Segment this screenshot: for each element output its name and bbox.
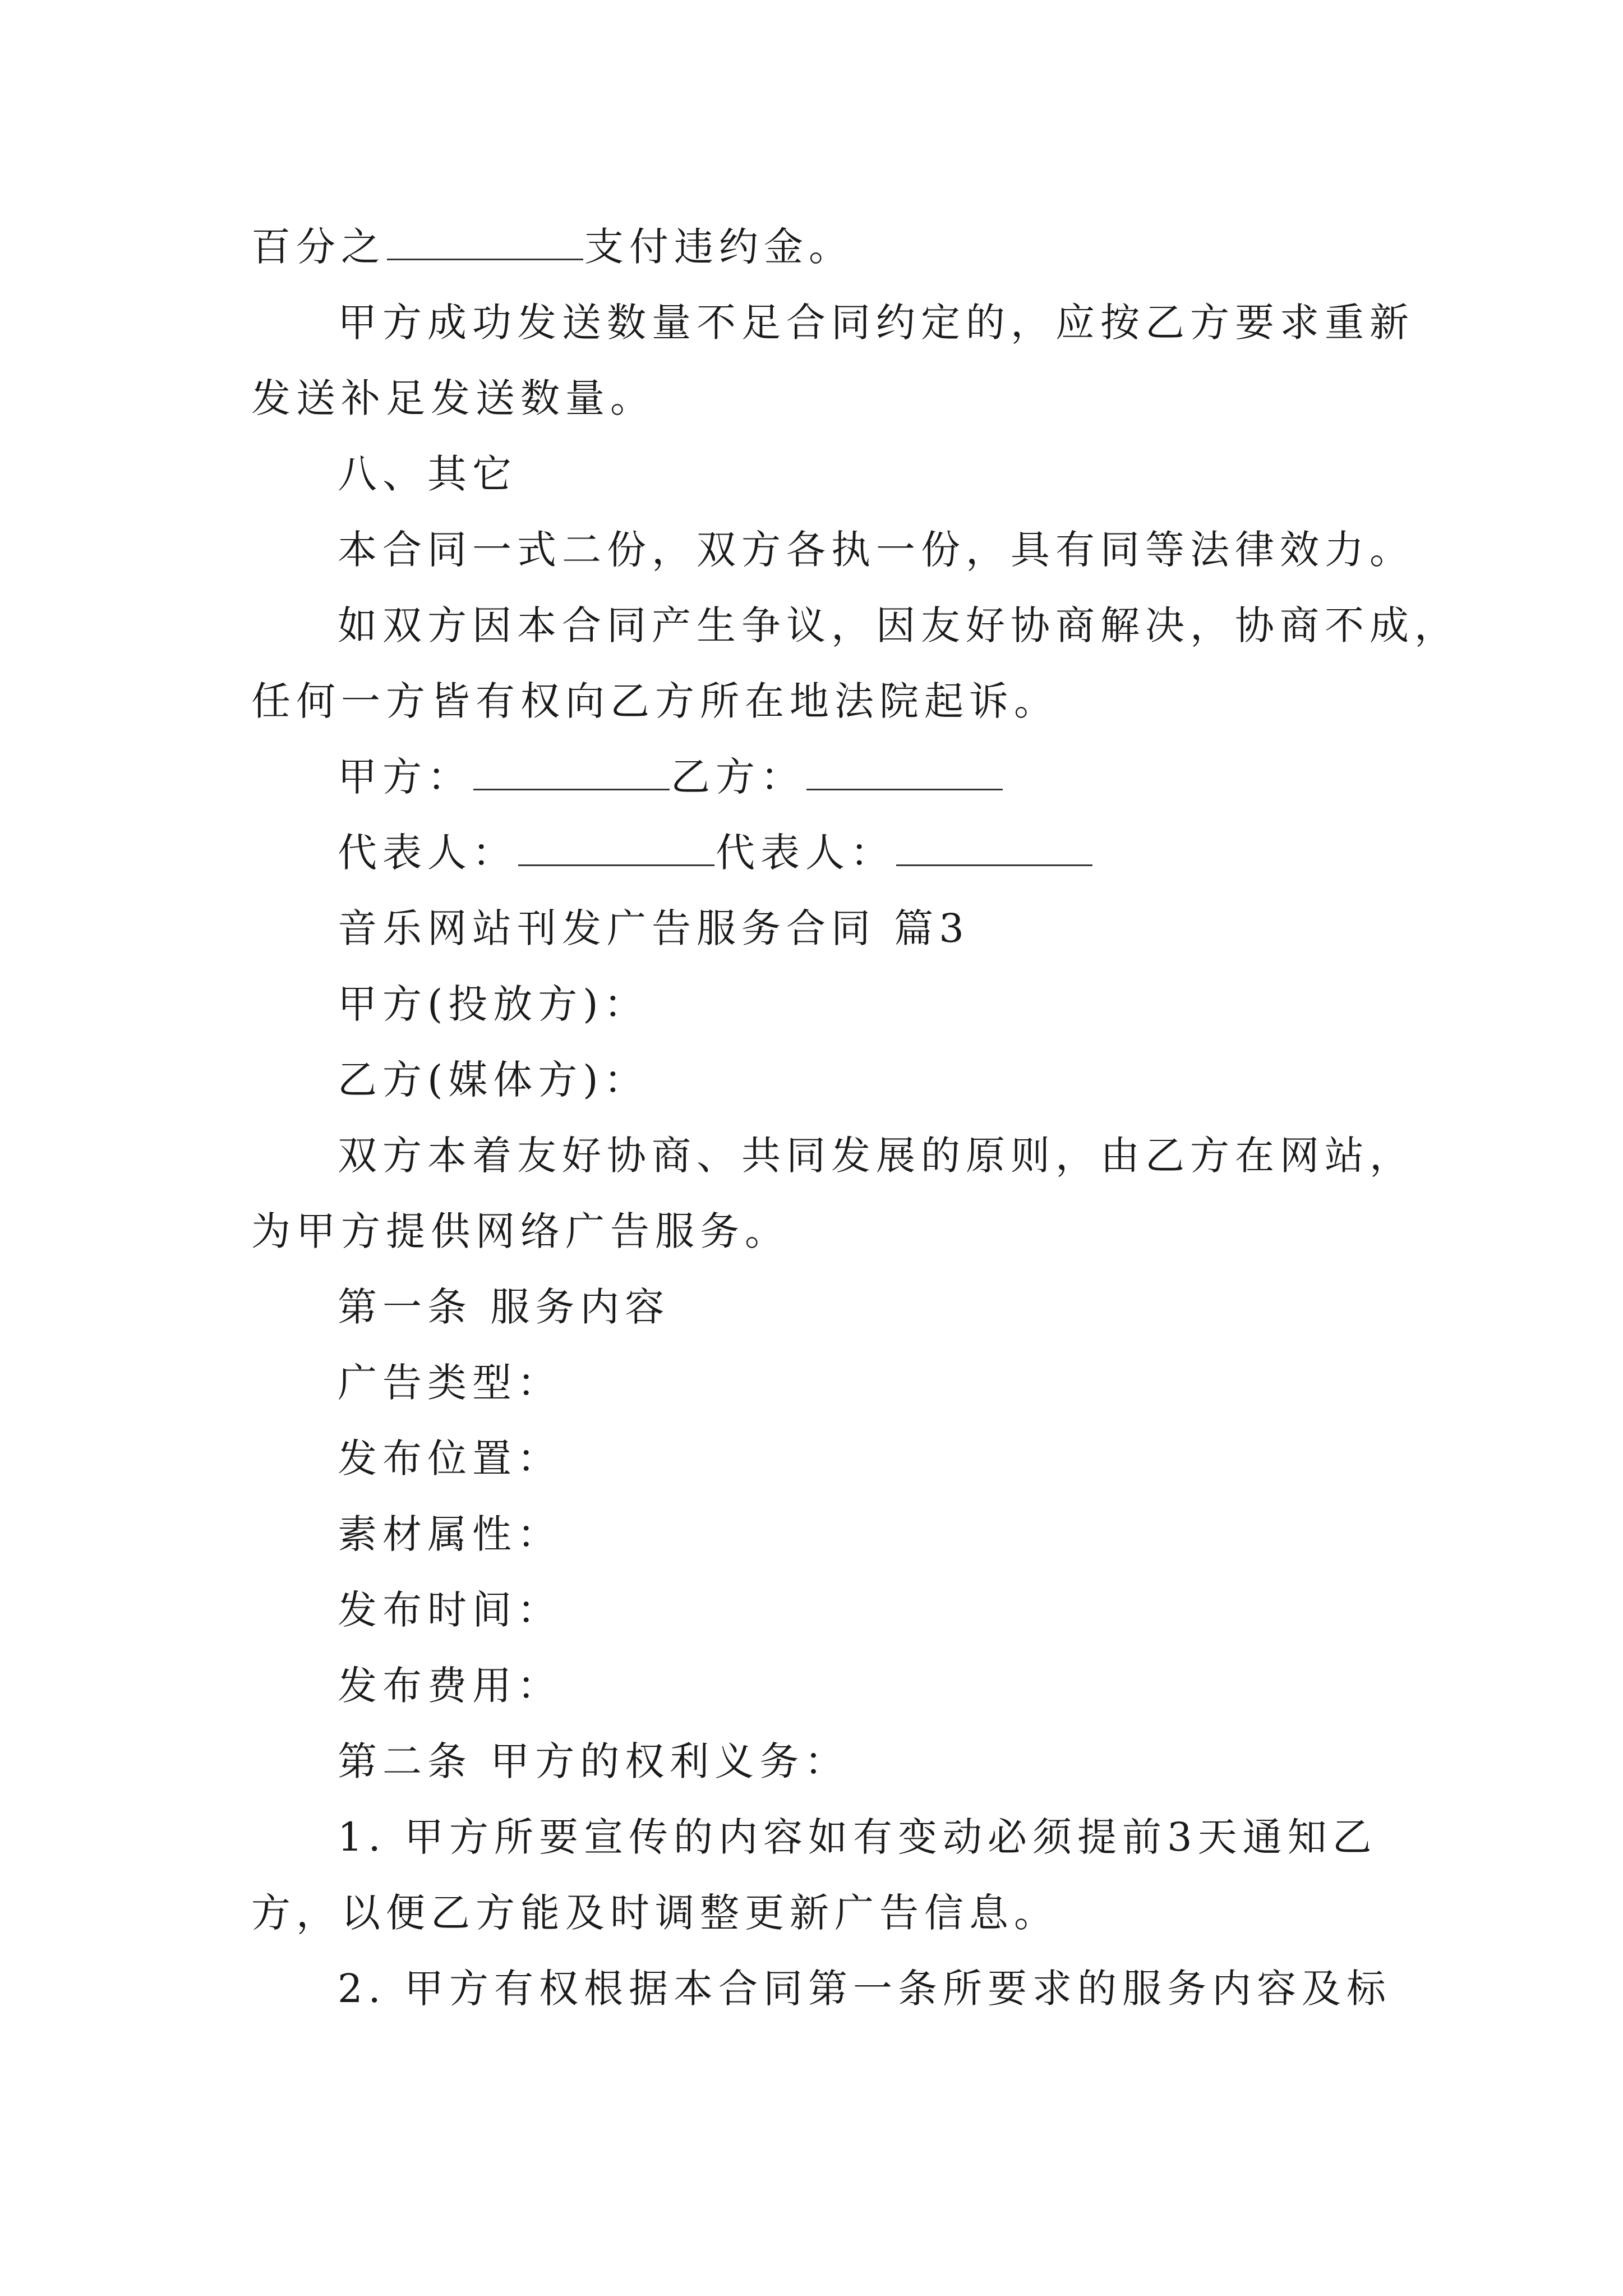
representative-a-label: 代表人： bbox=[338, 830, 517, 876]
list-item-line: 2. 甲方有权根据本合同第一条所要求的服务内容及标 bbox=[338, 1966, 1392, 2012]
party-a-blank bbox=[473, 749, 670, 790]
field-ad-type: 广告类型： bbox=[338, 1360, 562, 1406]
article-heading: 第二条 甲方的权利义务： bbox=[338, 1738, 850, 1784]
fill-in-blank bbox=[387, 219, 583, 260]
contract-title: 音乐网站刊发广告服务合同 篇3 bbox=[338, 905, 970, 951]
paragraph-line: 如双方因本合同产生争议，因友好协商解决，协商不成， bbox=[338, 602, 1459, 648]
field-material: 素材属性： bbox=[338, 1511, 562, 1557]
party-b-label: 乙方： bbox=[671, 754, 805, 800]
field-publish-time: 发布时间： bbox=[338, 1587, 562, 1633]
paragraph-line: 本合同一式二份，双方各执一份，具有同等法律效力。 bbox=[338, 527, 1414, 573]
representative-b-blank bbox=[896, 825, 1092, 866]
paragraph-line: 发送补足发送数量。 bbox=[251, 375, 655, 421]
list-item-line: 1. 甲方所要宣传的内容如有变动必须提前3天通知乙 bbox=[338, 1814, 1377, 1860]
party-b-field: 乙方(媒体方)： bbox=[338, 1057, 649, 1103]
list-item-line: 方，以便乙方能及时调整更新广告信息。 bbox=[251, 1890, 1059, 1936]
paragraph-line: 任何一方皆有权向乙方所在地法院起诉。 bbox=[251, 678, 1059, 724]
article-heading: 第一条 服务内容 bbox=[338, 1284, 670, 1330]
signature-line-representative bbox=[338, 825, 1094, 881]
representative-a-blank bbox=[518, 825, 714, 866]
representative-b-label: 代表人： bbox=[716, 830, 895, 876]
field-placement: 发布位置： bbox=[338, 1435, 562, 1481]
paragraph-line: 双方本着友好协商、共同发展的原则，由乙方在网站， bbox=[338, 1133, 1414, 1179]
party-a-label: 甲方： bbox=[338, 754, 472, 800]
party-a-field: 甲方(投放方)： bbox=[338, 981, 649, 1027]
section-heading: 八、其它 bbox=[338, 451, 517, 497]
text-line-penalty bbox=[251, 219, 854, 275]
field-publish-fee: 发布费用： bbox=[338, 1663, 562, 1709]
text-fragment: 支付违约金。 bbox=[584, 224, 854, 270]
signature-line-party bbox=[338, 749, 1004, 805]
party-b-blank bbox=[806, 749, 1003, 790]
paragraph-line: 为甲方提供网络广告服务。 bbox=[251, 1208, 790, 1254]
text-fragment: 百分之 bbox=[251, 224, 386, 270]
paragraph-line: 甲方成功发送数量不足合同约定的，应按乙方要求重新 bbox=[338, 300, 1414, 346]
